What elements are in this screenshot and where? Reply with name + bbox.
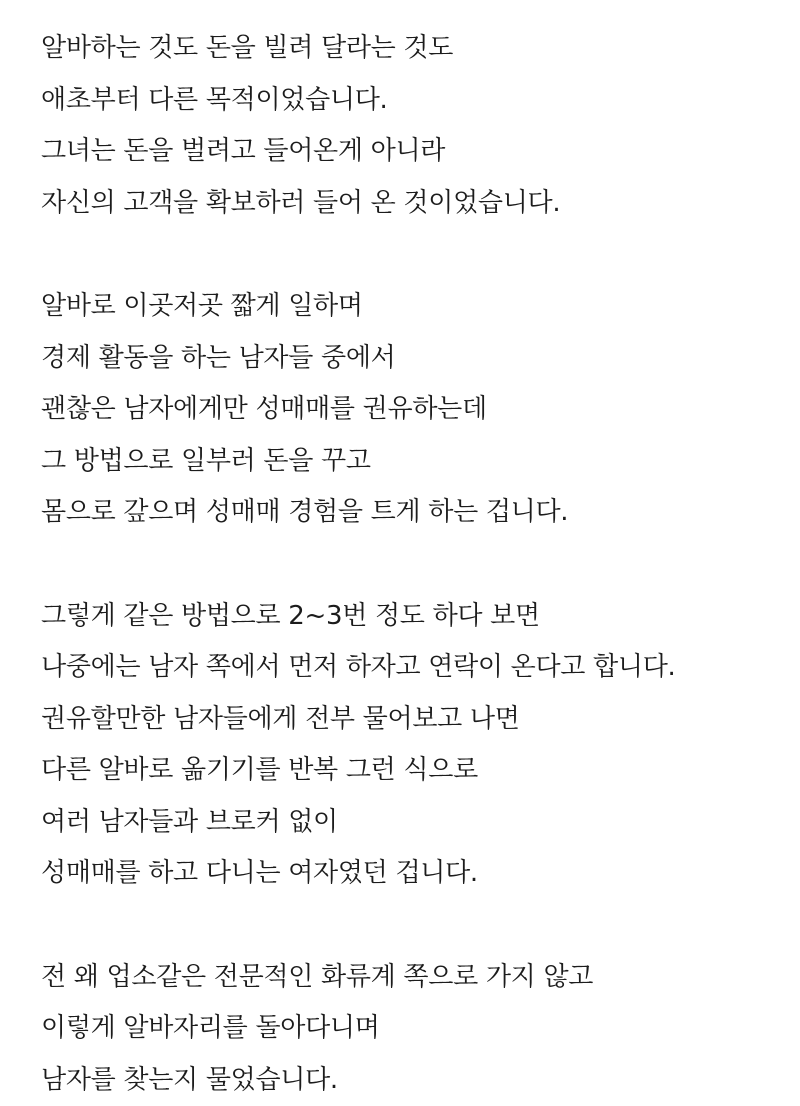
text-line: 몸으로 갚으며 성매매 경험을 트게 하는 겁니다. — [41, 487, 781, 539]
paragraph-1 — [41, 23, 781, 229]
text-line: 알바하는 것도 돈을 빌려 달라는 것도 — [41, 23, 781, 75]
text-line: 그 방법으로 일부러 돈을 꾸고 — [41, 436, 781, 488]
paragraph-2 — [41, 281, 781, 539]
text-line: 경제 활동을 하는 남자들 중에서 — [41, 333, 781, 385]
text-line: 그녀는 돈을 벌려고 들어온게 아니라 — [41, 126, 781, 178]
text-line: 애초부터 다른 목적이었습니다. — [41, 75, 781, 127]
paragraph-3 — [41, 591, 781, 900]
text-line: 권유할만한 남자들에게 전부 물어보고 나면 — [41, 694, 781, 746]
text-line: 자신의 고객을 확보하러 들어 온 것이었습니다. — [41, 178, 781, 230]
text-line: 괜찮은 남자에게만 성매매를 권유하는데 — [41, 384, 781, 436]
text-line: 다른 알바로 옮기기를 반복 그런 식으로 — [41, 745, 781, 797]
text-line: 이렇게 알바자리를 돌아다니며 — [41, 1003, 781, 1055]
text-line: 그렇게 같은 방법으로 2~3번 정도 하다 보면 — [41, 591, 781, 643]
text-line: 나중에는 남자 쪽에서 먼저 하자고 연락이 온다고 합니다. — [41, 642, 781, 694]
text-line: 여러 남자들과 브로커 없이 — [41, 797, 781, 849]
document-body — [41, 23, 781, 1106]
text-line: 성매매를 하고 다니는 여자였던 겁니다. — [41, 848, 781, 900]
text-line: 전 왜 업소같은 전문적인 화류계 쪽으로 가지 않고 — [41, 952, 781, 1004]
text-line: 남자를 찾는지 물었습니다. — [41, 1055, 781, 1106]
text-line: 알바로 이곳저곳 짧게 일하며 — [41, 281, 781, 333]
paragraph-4 — [41, 952, 781, 1106]
